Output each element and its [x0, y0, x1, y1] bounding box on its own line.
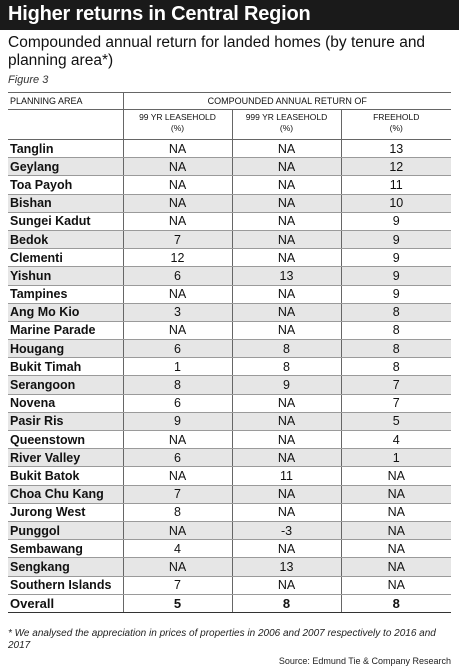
leasehold-99-cell: NA — [123, 140, 232, 158]
freehold-cell: NA — [341, 485, 451, 503]
leasehold-999-cell: NA — [232, 485, 341, 503]
leasehold-99-cell: 12 — [123, 249, 232, 267]
leasehold-999-cell: NA — [232, 503, 341, 521]
planning-area-cell: Queenstown — [8, 431, 123, 449]
planning-area-cell: Choa Chu Kang — [8, 485, 123, 503]
leasehold-99-cell: 6 — [123, 340, 232, 358]
freehold-cell: 4 — [341, 431, 451, 449]
freehold-header — [341, 110, 451, 140]
freehold-cell: 9 — [341, 249, 451, 267]
table-row — [8, 340, 451, 358]
leasehold-99-cell: NA — [123, 321, 232, 339]
freehold-cell: 10 — [341, 194, 451, 212]
freehold-cell: NA — [341, 558, 451, 576]
table-row — [8, 503, 451, 521]
table-row — [8, 449, 451, 467]
freehold-cell: 9 — [341, 230, 451, 248]
planning-area-cell: Serangoon — [8, 376, 123, 394]
freehold-cell: 5 — [341, 412, 451, 430]
freehold-cell: NA — [341, 540, 451, 558]
table-row — [8, 321, 451, 339]
leasehold-999-cell: 9 — [232, 376, 341, 394]
planning-area-cell: Sungei Kadut — [8, 212, 123, 230]
leasehold-999-cell: NA — [232, 230, 341, 248]
table-row — [8, 249, 451, 267]
leasehold-999-cell: NA — [232, 249, 341, 267]
leasehold-99-cell: 3 — [123, 303, 232, 321]
planning-area-cell: Bukit Batok — [8, 467, 123, 485]
planning-area-cell: Marine Parade — [8, 321, 123, 339]
overall-label: Overall — [8, 594, 123, 612]
leasehold-999-cell: -3 — [232, 521, 341, 539]
freehold-cell: 8 — [341, 358, 451, 376]
group-header: COMPOUNDED ANNUAL RETURN OF — [123, 93, 451, 110]
freehold-cell: 9 — [341, 285, 451, 303]
blank-header-cell — [8, 110, 123, 140]
planning-area-cell: Ang Mo Kio — [8, 303, 123, 321]
table-row — [8, 158, 451, 176]
title-bar — [0, 0, 459, 30]
table-row — [8, 485, 451, 503]
leasehold-999-cell: NA — [232, 158, 341, 176]
planning-area-cell: Toa Payoh — [8, 176, 123, 194]
leasehold-999-cell: NA — [232, 321, 341, 339]
leasehold-999-header — [232, 110, 341, 140]
freehold-cell: NA — [341, 521, 451, 539]
overall-leasehold-99: 5 — [123, 594, 232, 612]
subtitle: Compounded annual return for landed homes (by tenure and planning area*) — [8, 34, 426, 69]
figure-label: Figure 3 — [8, 74, 49, 86]
freehold-cell: 8 — [341, 303, 451, 321]
table-row — [8, 176, 451, 194]
overall-row — [8, 594, 451, 612]
freehold-cell: NA — [341, 467, 451, 485]
leasehold-99-header — [123, 110, 232, 140]
leasehold-999-cell: NA — [232, 176, 341, 194]
freehold-cell: NA — [341, 576, 451, 594]
leasehold-999-cell: NA — [232, 576, 341, 594]
leasehold-99-cell: NA — [123, 176, 232, 194]
leasehold-999-cell: 11 — [232, 467, 341, 485]
leasehold-99-cell: 6 — [123, 394, 232, 412]
table-row — [8, 576, 451, 594]
leasehold-99-cell: 6 — [123, 449, 232, 467]
freehold-cell: 11 — [341, 176, 451, 194]
leasehold-999-cell: NA — [232, 285, 341, 303]
leasehold-999-cell: NA — [232, 412, 341, 430]
leasehold-999-cell: 8 — [232, 358, 341, 376]
leasehold-99-cell: NA — [123, 467, 232, 485]
planning-area-cell: Bukit Timah — [8, 358, 123, 376]
planning-area-cell: Yishun — [8, 267, 123, 285]
freehold-cell: 7 — [341, 394, 451, 412]
table-row — [8, 540, 451, 558]
planning-area-cell: Novena — [8, 394, 123, 412]
leasehold-99-cell: NA — [123, 521, 232, 539]
leasehold-99-cell: 1 — [123, 358, 232, 376]
leasehold-99-header-label: 99 YR LEASEHOLD — [139, 112, 216, 122]
table-row — [8, 230, 451, 248]
overall-freehold: 8 — [341, 594, 451, 612]
leasehold-999-cell: NA — [232, 449, 341, 467]
footnote: * We analysed the appreciation in prices of properties in 2006 and 2007 respectively to 2016 and 2017 — [8, 628, 436, 651]
planning-area-cell: River Valley — [8, 449, 123, 467]
freehold-header-label: FREEHOLD — [373, 112, 420, 122]
table-row — [8, 558, 451, 576]
freehold-header-unit: (%) — [389, 123, 403, 133]
planning-area-header: PLANNING AREA — [8, 93, 123, 110]
leasehold-99-cell: 7 — [123, 576, 232, 594]
freehold-cell: 9 — [341, 212, 451, 230]
freehold-cell: 9 — [341, 267, 451, 285]
planning-area-cell: Punggol — [8, 521, 123, 539]
freehold-cell: 8 — [341, 340, 451, 358]
leasehold-999-header-unit: (%) — [279, 123, 294, 133]
table-row — [8, 467, 451, 485]
table-row — [8, 194, 451, 212]
leasehold-99-cell: 8 — [123, 376, 232, 394]
leasehold-999-cell: NA — [232, 212, 341, 230]
planning-area-cell: Geylang — [8, 158, 123, 176]
table-row — [8, 521, 451, 539]
freehold-cell: 13 — [341, 140, 451, 158]
table-row — [8, 212, 451, 230]
leasehold-999-cell: 8 — [232, 340, 341, 358]
leasehold-999-cell: NA — [232, 140, 341, 158]
leasehold-999-cell: NA — [232, 431, 341, 449]
leasehold-999-cell: NA — [232, 394, 341, 412]
leasehold-99-cell: NA — [123, 558, 232, 576]
leasehold-99-header-unit: (%) — [170, 123, 185, 133]
planning-area-cell: Pasir Ris — [8, 412, 123, 430]
table-body — [8, 140, 451, 613]
leasehold-99-cell: NA — [123, 158, 232, 176]
planning-area-cell: Tampines — [8, 285, 123, 303]
planning-area-cell: Sengkang — [8, 558, 123, 576]
freehold-cell: 7 — [341, 376, 451, 394]
source-credit: Source: Edmund Tie & Company Research — [278, 656, 451, 666]
leasehold-999-header-label: 999 YR LEASEHOLD — [245, 112, 328, 122]
leasehold-999-cell: NA — [232, 194, 341, 212]
planning-area-cell: Bedok — [8, 230, 123, 248]
table-row — [8, 358, 451, 376]
leasehold-999-cell: NA — [232, 303, 341, 321]
overall-leasehold-999: 8 — [232, 594, 341, 612]
leasehold-99-cell: 4 — [123, 540, 232, 558]
table-row — [8, 267, 451, 285]
leasehold-99-cell: 7 — [123, 485, 232, 503]
planning-area-cell: Hougang — [8, 340, 123, 358]
freehold-cell: 1 — [341, 449, 451, 467]
planning-area-cell: Bishan — [8, 194, 123, 212]
freehold-cell: 8 — [341, 321, 451, 339]
table-row — [8, 394, 451, 412]
leasehold-99-cell: NA — [123, 194, 232, 212]
leasehold-99-cell: 8 — [123, 503, 232, 521]
table-row — [8, 285, 451, 303]
table-row — [8, 412, 451, 430]
leasehold-99-cell: 9 — [123, 412, 232, 430]
planning-area-cell: Southern Islands — [8, 576, 123, 594]
returns-table — [8, 92, 451, 613]
table-row — [8, 303, 451, 321]
table-row — [8, 376, 451, 394]
freehold-cell: 12 — [341, 158, 451, 176]
table-row — [8, 431, 451, 449]
leasehold-99-cell: NA — [123, 285, 232, 303]
leasehold-99-cell: 6 — [123, 267, 232, 285]
leasehold-99-cell: NA — [123, 212, 232, 230]
planning-area-cell: Sembawang — [8, 540, 123, 558]
planning-area-cell: Tanglin — [8, 140, 123, 158]
leasehold-999-cell: NA — [232, 540, 341, 558]
leasehold-99-cell: 7 — [123, 230, 232, 248]
planning-area-cell: Jurong West — [8, 503, 123, 521]
leasehold-99-cell: NA — [123, 431, 232, 449]
leasehold-999-cell: 13 — [232, 267, 341, 285]
freehold-cell: NA — [341, 503, 451, 521]
leasehold-999-cell: 13 — [232, 558, 341, 576]
planning-area-cell: Clementi — [8, 249, 123, 267]
table-row — [8, 140, 451, 158]
page-title: Higher returns in Central Region — [8, 3, 311, 25]
